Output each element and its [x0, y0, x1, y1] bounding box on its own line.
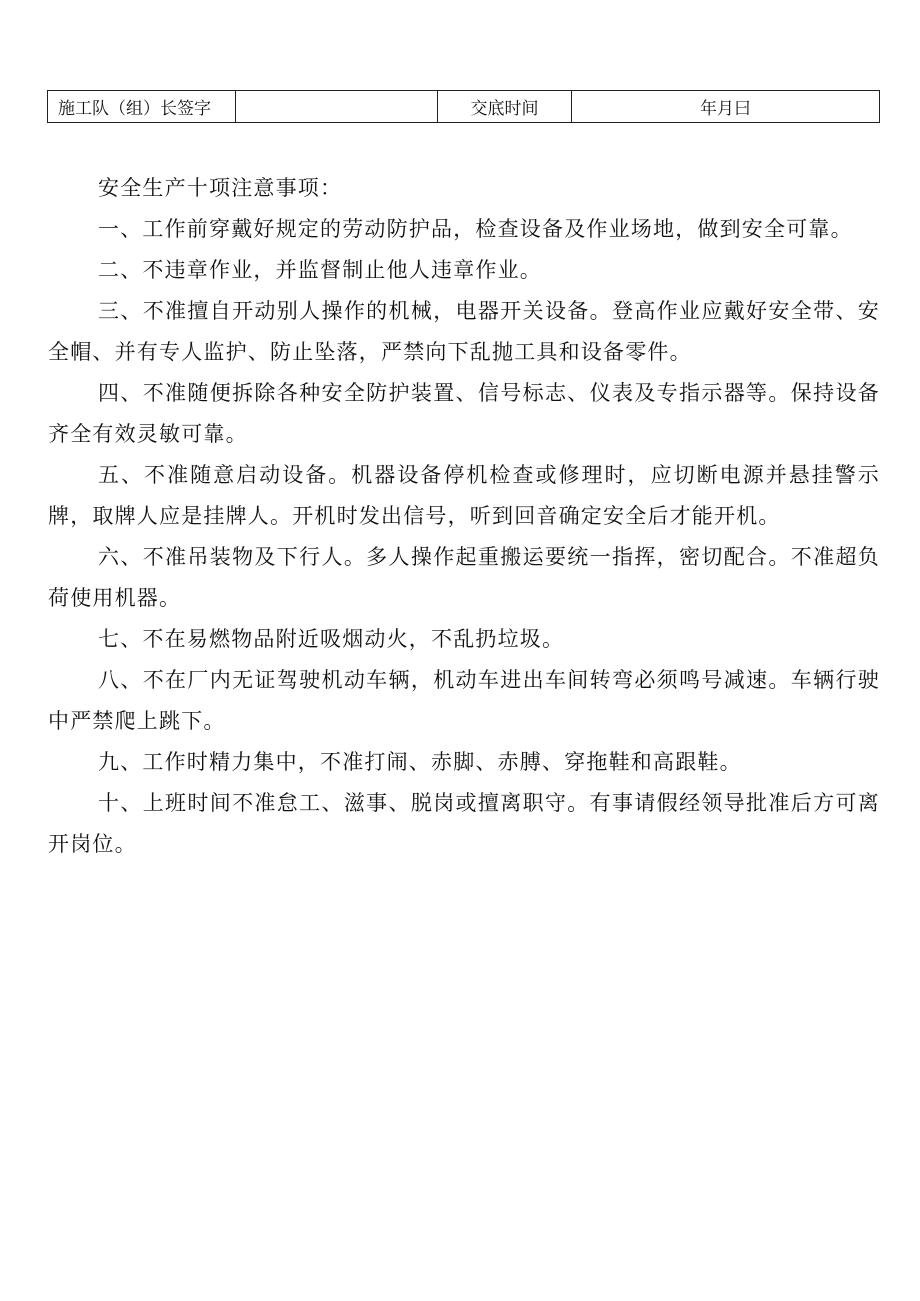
notice-item: 五、不准随意启动设备。机器设备停机检查或修理时，应切断电源并悬挂警示牌，取牌人应是挂牌人。开机时发出信号，听到回音确定安全后才能开机。: [48, 463, 880, 528]
safety-notice: [48, 168, 880, 865]
sign-off-row: [48, 91, 880, 123]
notice-item: 二、不违章作业，并监督制止他人违章作业。: [98, 258, 542, 282]
notice-item: 六、不准吊装物及下行人。多人操作起重搬运要统一指挥，密切配合。不准超负荷使用机器。: [48, 545, 880, 610]
notice-item: 一、工作前穿戴好规定的劳动防护品，检查设备及作业场地，做到安全可靠。: [98, 217, 853, 241]
handover-time-field[interactable]: 年月曰: [572, 91, 880, 123]
notice-item: 七、不在易燃物品附近吸烟动火，不乱扔垃圾。: [98, 627, 565, 651]
leader-signature-field[interactable]: [236, 91, 438, 123]
notice-heading: 安全生产十项注意事项：: [98, 176, 343, 200]
notice-item: 十、上班时间不准怠工、滋事、脱岗或擅离职守。有事请假经领导批准后方可离开岗位。: [48, 791, 880, 856]
sign-off-table: [47, 90, 880, 123]
handover-time-label: 交底时间: [438, 91, 572, 123]
leader-signature-label: 施工队（组）长签字: [48, 91, 236, 123]
notice-item: 三、不准擅自开动别人操作的机械，电器开关设备。登高作业应戴好安全带、安全帽、并有专人监护、防止坠落，严禁向下乱抛工具和设备零件。: [48, 299, 880, 364]
notice-item: 四、不准随便拆除各种安全防护装置、信号标志、仪表及专指示器等。保持设备齐全有效灵敏可靠。: [48, 381, 880, 446]
notice-item: 八、不在厂内无证驾驶机动车辆，机动车进出车间转弯必须鸣号减速。车辆行驶中严禁爬上跳下。: [48, 668, 880, 733]
notice-item: 九、工作时精力集中，不准打闹、赤脚、赤膊、穿拖鞋和高跟鞋。: [98, 750, 742, 774]
